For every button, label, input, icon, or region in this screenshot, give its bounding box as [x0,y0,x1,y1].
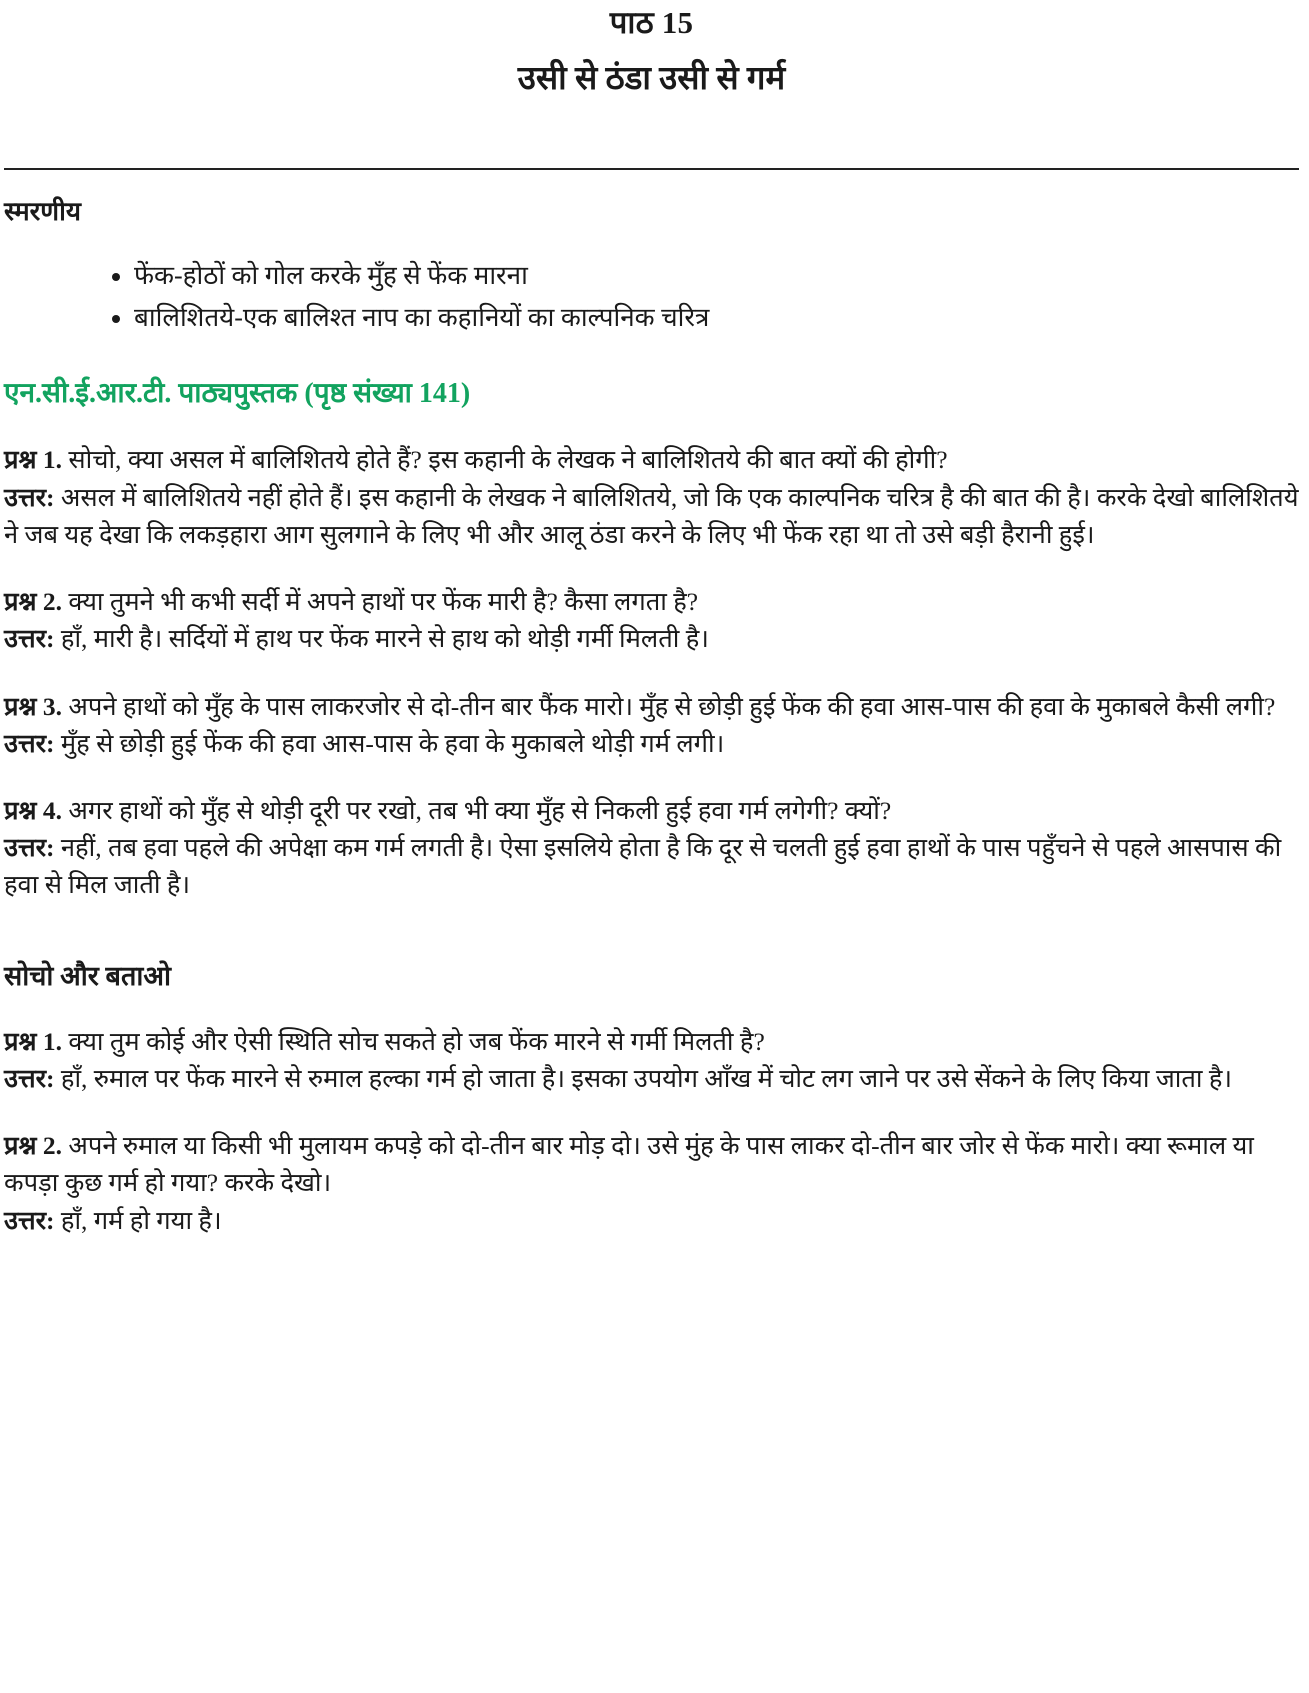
question-text: अपने रुमाल या किसी भी मुलायम कपड़े को दो-तीन बार मोड़ दो। उसे मुंह के पास लाकर दो-तीन बार जोर से फेंक मारो। क्या रूमाल या कपड़ा कुछ गर्म हो गया? करके देखो। [4,1131,1254,1198]
qa-item-5 [4,1023,1299,1097]
memorable-list [4,256,1299,337]
qa-item-6 [4,1127,1299,1239]
page-title: उसी से ठंडा उसी से गर्म [517,61,786,98]
answer-line [4,479,1299,553]
question-line [4,441,1299,478]
question-text: अगर हाथों को मुँह से थोड़ी दूरी पर रखो, तब भी क्या मुँह से निकली हुई हवा गर्म लगेगी? क्यों? [68,796,892,825]
answer-line [4,1202,1299,1239]
list-item: • बालिशितये-एक बालिश्त नाप का कहानियों का काल्पनिक चरित्र [134,298,1299,338]
horizontal-divider [4,168,1299,170]
lesson-number: पाठ 15 [609,5,694,40]
answer-line [4,725,1299,762]
answer-label: उत्तर: [4,1205,55,1235]
question-label: प्रश्न 2. [4,1131,63,1161]
answer-label: उत्तर: [4,728,55,758]
question-label: प्रश्न 1. [4,1026,63,1056]
question-line [4,792,1299,829]
question-text: क्या तुमने भी कभी सर्दी में अपने हाथों पर फेंक मारी है? कैसा लगता है? [68,587,699,617]
answer-line [4,620,1299,657]
answer-text: हाँ, रुमाल पर फेंक मारने से रुमाल हल्का गर्म हो जाता है। इसका उपयोग आँख में चोट लग जाने पर उसे सेंकने के लिए किया जाता है। [60,1063,1233,1093]
question-line [4,688,1299,725]
question-label: प्रश्न 1. [4,445,63,475]
qa-item-4 [4,792,1299,904]
list-item: • फेंक-होठों को गोल करके मुँह से फेंक मारना [134,256,1299,296]
question-line [4,583,1299,620]
answer-text: मुँह से छोड़ी हुई फेंक की हवा आस-पास के हवा के मुकाबले थोड़ी गर्म लगी। [60,728,725,758]
answer-text: हाँ, गर्म हो गया है। [60,1205,222,1235]
answer-label: उत्तर: [4,482,55,512]
question-text: सोचो, क्या असल में बालिशितये होते हैं? इस कहानी के लेखक ने बालिशितये की बात क्यों की होगी? [68,445,948,475]
question-text: अपने हाथों को मुँह के पास लाकरजोर से दो-तीन बार फैंक मारो। मुँह से छोड़ी हुई फेंक की हवा आस-पास की हवा के मुकाबले कैसी लगी? [68,691,1276,721]
answer-line [4,829,1299,903]
document-page [0,4,1309,1245]
qa-item-3 [4,688,1299,762]
answer-line [4,1060,1299,1097]
memorable-heading: स्मरणीय [4,197,81,227]
think-and-tell-heading: सोचो और बताओ [4,960,171,991]
answer-label: उत्तर: [4,624,55,654]
answer-text: नहीं, तब हवा पहले की अपेक्षा कम गर्म लगती है। ऐसा इसलिये होता है कि दूर से चलती हुई हवा हाथों के पास पहुँचने से पहले आसपास की हवा से मिल जाती है। [4,833,1282,900]
answer-label: उत्तर: [4,1063,55,1093]
question-line [4,1127,1299,1201]
question-label: प्रश्न 2. [4,587,63,617]
ncert-textbook-heading: एन.सी.ई.आर.टी. पाठ्यपुस्तक (पृष्ठ संख्या 141) [4,378,471,410]
question-label: प्रश्न 3. [4,691,63,721]
answer-label: उत्तर: [4,833,55,863]
qa-item-1 [4,441,1299,553]
qa-item-2 [4,583,1299,657]
question-line [4,1023,1299,1060]
question-label: प्रश्न 4. [4,796,63,825]
answer-text: असल में बालिशितये नहीं होते हैं। इस कहानी के लेखक ने बालिशितये, जो कि एक काल्पनिक चरित्र है की बात की है। करके देखो बालिशितये ने जब यह देखा कि लकड़हारा आग सुलगाने के लिए भी और आलू ठंडा करने के लिए भी फेंक रहा था तो उसे बड़ी हैरानी हुई। [4,482,1299,549]
question-text: क्या तुम कोई और ऐसी स्थिति सोच सकते हो जब फेंक मारने से गर्मी मिलती है? [68,1026,765,1056]
answer-text: हाँ, मारी है। सर्दियों में हाथ पर फेंक मारने से हाथ को थोड़ी गर्मी मिलती है। [60,624,709,654]
